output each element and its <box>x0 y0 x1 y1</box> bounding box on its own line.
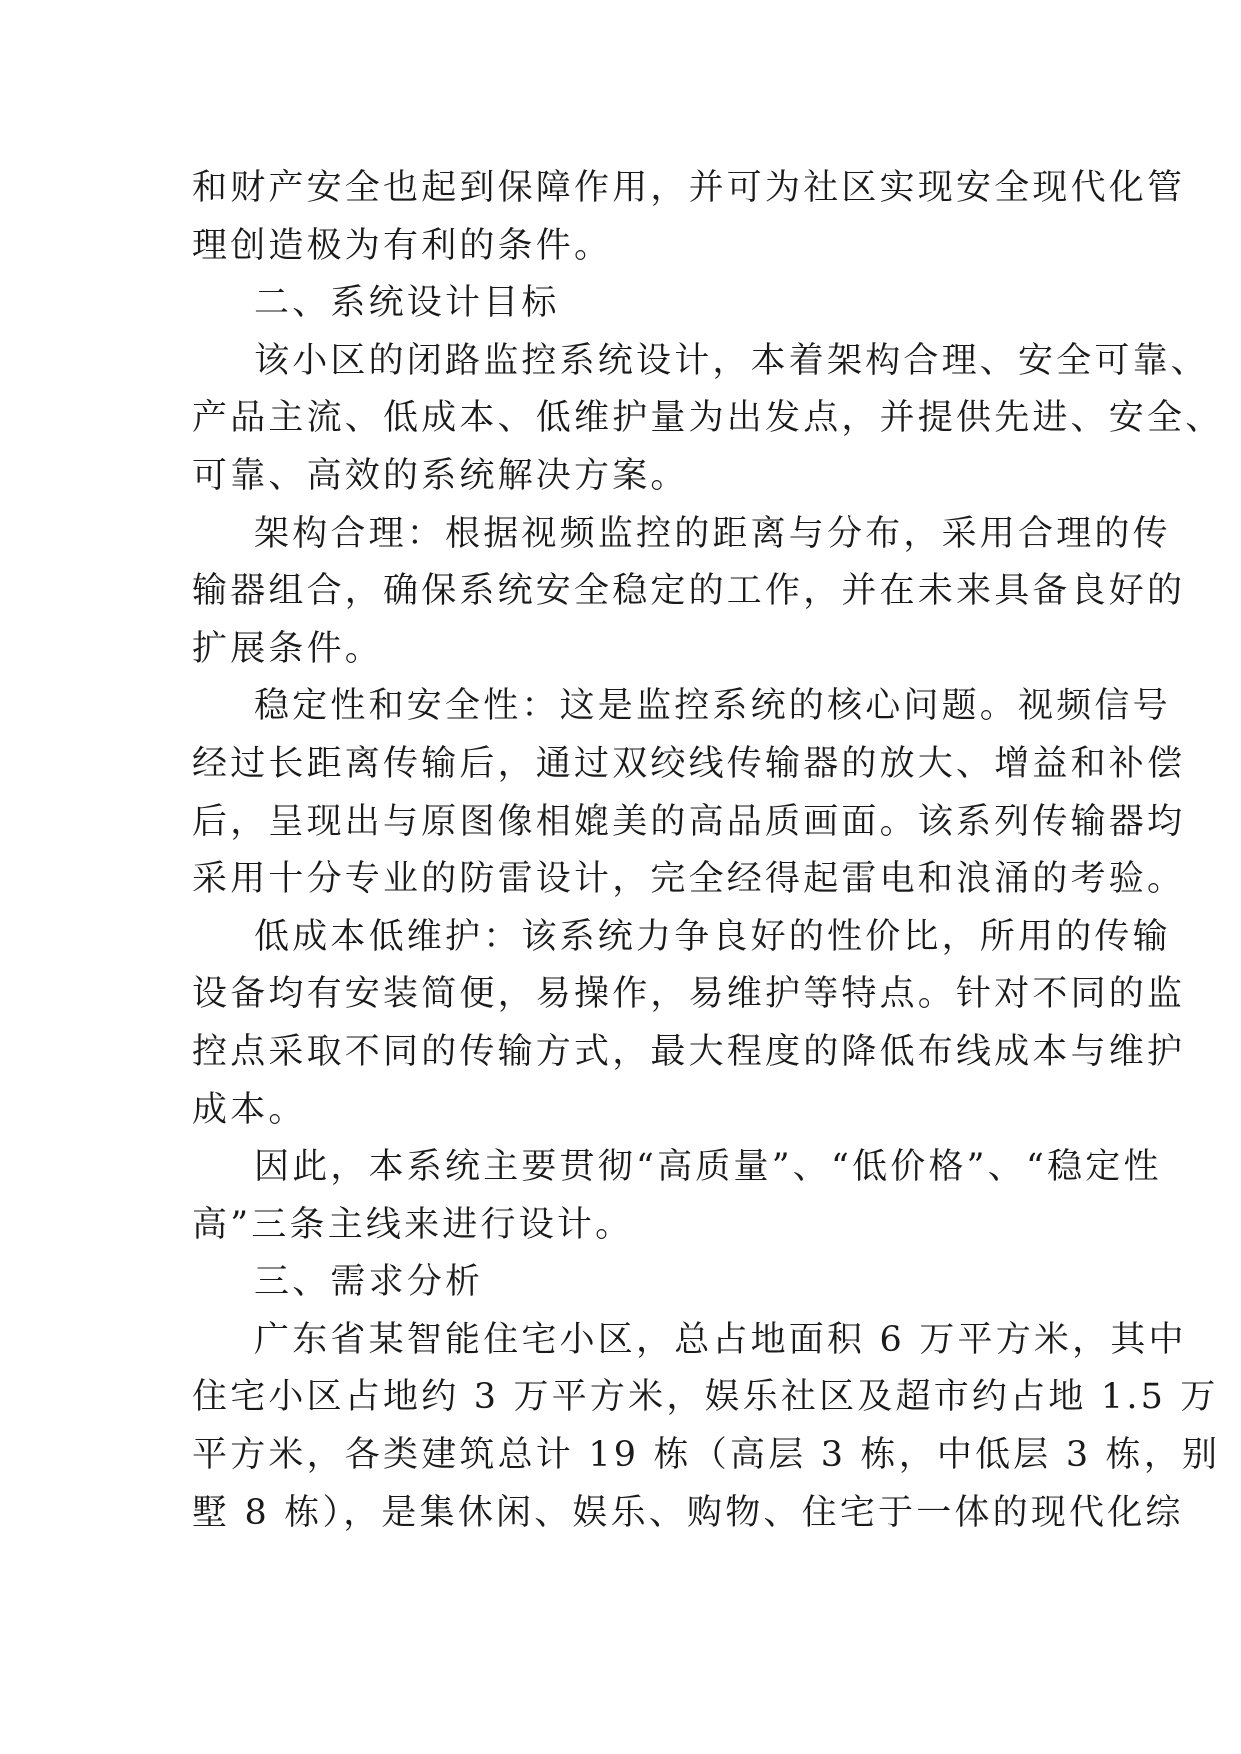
text-line: 设备均有安装简便，易操作，易维护等特点。针对不同的监 <box>192 974 1186 1015</box>
text-line: 控点采取不同的传输方式，最大程度的降低布线成本与维护 <box>192 1031 1186 1072</box>
text-line: 墅 8 栋），是集休闲、娱乐、购物、住宅于一体的现代化综 <box>192 1492 1184 1533</box>
text-line: 平方米，各类建筑总计 19 栋（高层 3 栋，中低层 3 栋，别 <box>192 1435 1221 1476</box>
text-line: 后，呈现出与原图像相媲美的高品质画面。该系列传输器均 <box>192 801 1186 842</box>
text-line: 广东省某智能住宅小区，总占地面积 6 万平方米，其中 <box>254 1319 1187 1360</box>
text-line: 成本。 <box>192 1089 307 1130</box>
text-line: 可靠、高效的系统解决方案。 <box>192 455 689 496</box>
text-line: 架构合理：根据视频监控的距离与分布，采用合理的传 <box>254 513 1171 554</box>
text-line: 低成本低维护：该系统力争良好的性价比，所用的传输 <box>254 916 1171 957</box>
text-line: 产品主流、低成本、低维护量为出发点，并提供先进、安全、 <box>192 398 1224 439</box>
text-line: 理创造极为有利的条件。 <box>192 225 613 266</box>
text-line: 住宅小区占地约 3 万平方米，娱乐社区及超市约占地 1.5 万 <box>192 1377 1219 1418</box>
text-line: 扩展条件。 <box>192 628 384 669</box>
text-line: 该小区的闭路监控系统设计，本着架构合理、安全可靠、 <box>254 340 1210 381</box>
section-heading: 二、系统设计目标 <box>254 283 560 324</box>
text-line: 输器组合，确保系统安全稳定的工作，并在未来具备良好的 <box>192 571 1186 612</box>
section-heading: 三、需求分析 <box>254 1262 484 1303</box>
document-body <box>192 160 1224 1542</box>
text-line: 经过长距离传输后，通过双绞线传输器的放大、增益和补偿 <box>192 743 1186 784</box>
text-line: 稳定性和安全性：这是监控系统的核心问题。视频信号 <box>254 686 1171 727</box>
text-line: 采用十分专业的防雷设计，完全经得起雷电和浪涌的考验。 <box>192 859 1186 900</box>
text-line: 和财产安全也起到保障作用，并可为社区实现安全现代化管 <box>192 168 1186 208</box>
text-line: 高”三条主线来进行设计。 <box>192 1204 634 1245</box>
text-line: 因此，本系统主要贯彻“高质量”、“低价格”、“稳定性 <box>254 1147 1162 1188</box>
